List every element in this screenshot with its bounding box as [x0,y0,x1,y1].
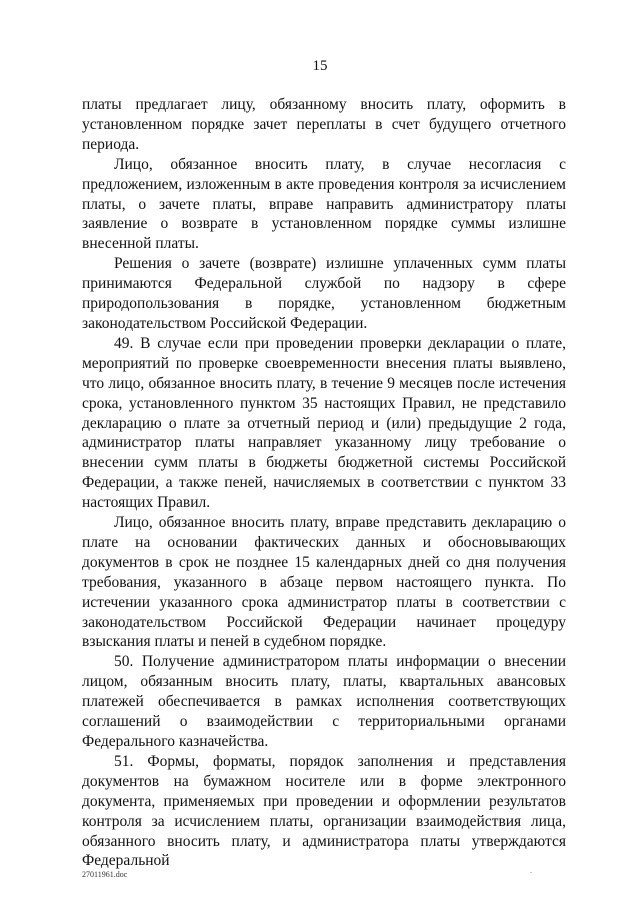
paragraph-continuation: платы предлагает лицу, обязанному вносить плату, оформить в установленном порядке зачет переплаты в счет будущего отчетного периода. [82,96,566,153]
document-body [82,95,566,871]
paragraph-clause-49-declaration: Лицо, обязанное вносить плату, вправе представить декларацию о плате на основании фактических данных и обосновывающих документов в срок не позднее 15 календарных дней со дня получения требования, указанного в абзаце первом настоящего пункта. По истечении указанного срока администратор платы в соответствии с законодательством Российской Федерации начинает процедуру взыскания платы и пеней в судебном порядке. [82,514,566,651]
footer-mark: . [530,866,532,875]
footer-file-name: 27011961.doc [82,870,128,879]
page-number: 15 [312,58,328,74]
paragraph-clause-49: 49. В случае если при проведении проверки декларации о плате, мероприятий по проверке своевременности внесения платы выявлено, что лицо, обязанное вносить плату, в течение 9 месяцев после истечения срока, установленного пунктом 35 настоящих Правил, не представило декларацию о плате за отчетный период и (или) предыдущие 2 года, администратор платы направляет указанному лицу требование о внесении сумм платы в бюджеты бюджетной системы Российской Федерации, а также пеней, начисляемых в соответствии с пунктом 33 настоящих Правил. [82,334,566,512]
paragraph-clause-50: 50. Получение администратором платы информации о внесении лицом, обязанным вносить плату, платы, квартальных авансовых платежей обеспечивается в рамках исполнения соответствующих соглашений о взаимодействии с территориальными органами Федерального казначейства. [82,653,566,750]
paragraph-objection: Лицо, обязанное вносить плату, в случае несогласия с предложением, изложенным в акте проведения контроля за исчислением платы, о зачете платы, вправе направить администратору платы заявление о возврате в установленном порядке суммы излишне внесенной платы. [82,155,566,253]
paragraph-clause-51: 51. Формы, форматы, порядок заполнения и представления документов на бумажном носителе или в форме электронного документа, применяемых при проведении и оформлении результатов контроля за исчислением платы, организации взаимодействия лица, обязанного вносить плату, и администратора платы утверждаются Федеральной [82,752,566,870]
paragraph-refund-decisions: Решения о зачете (возврате) излишне уплаченных сумм платы принимаются Федеральной службой по надзору в сфере природопользования в порядке, установленном бюджетным законодательством Российской Федерации. [82,255,566,332]
